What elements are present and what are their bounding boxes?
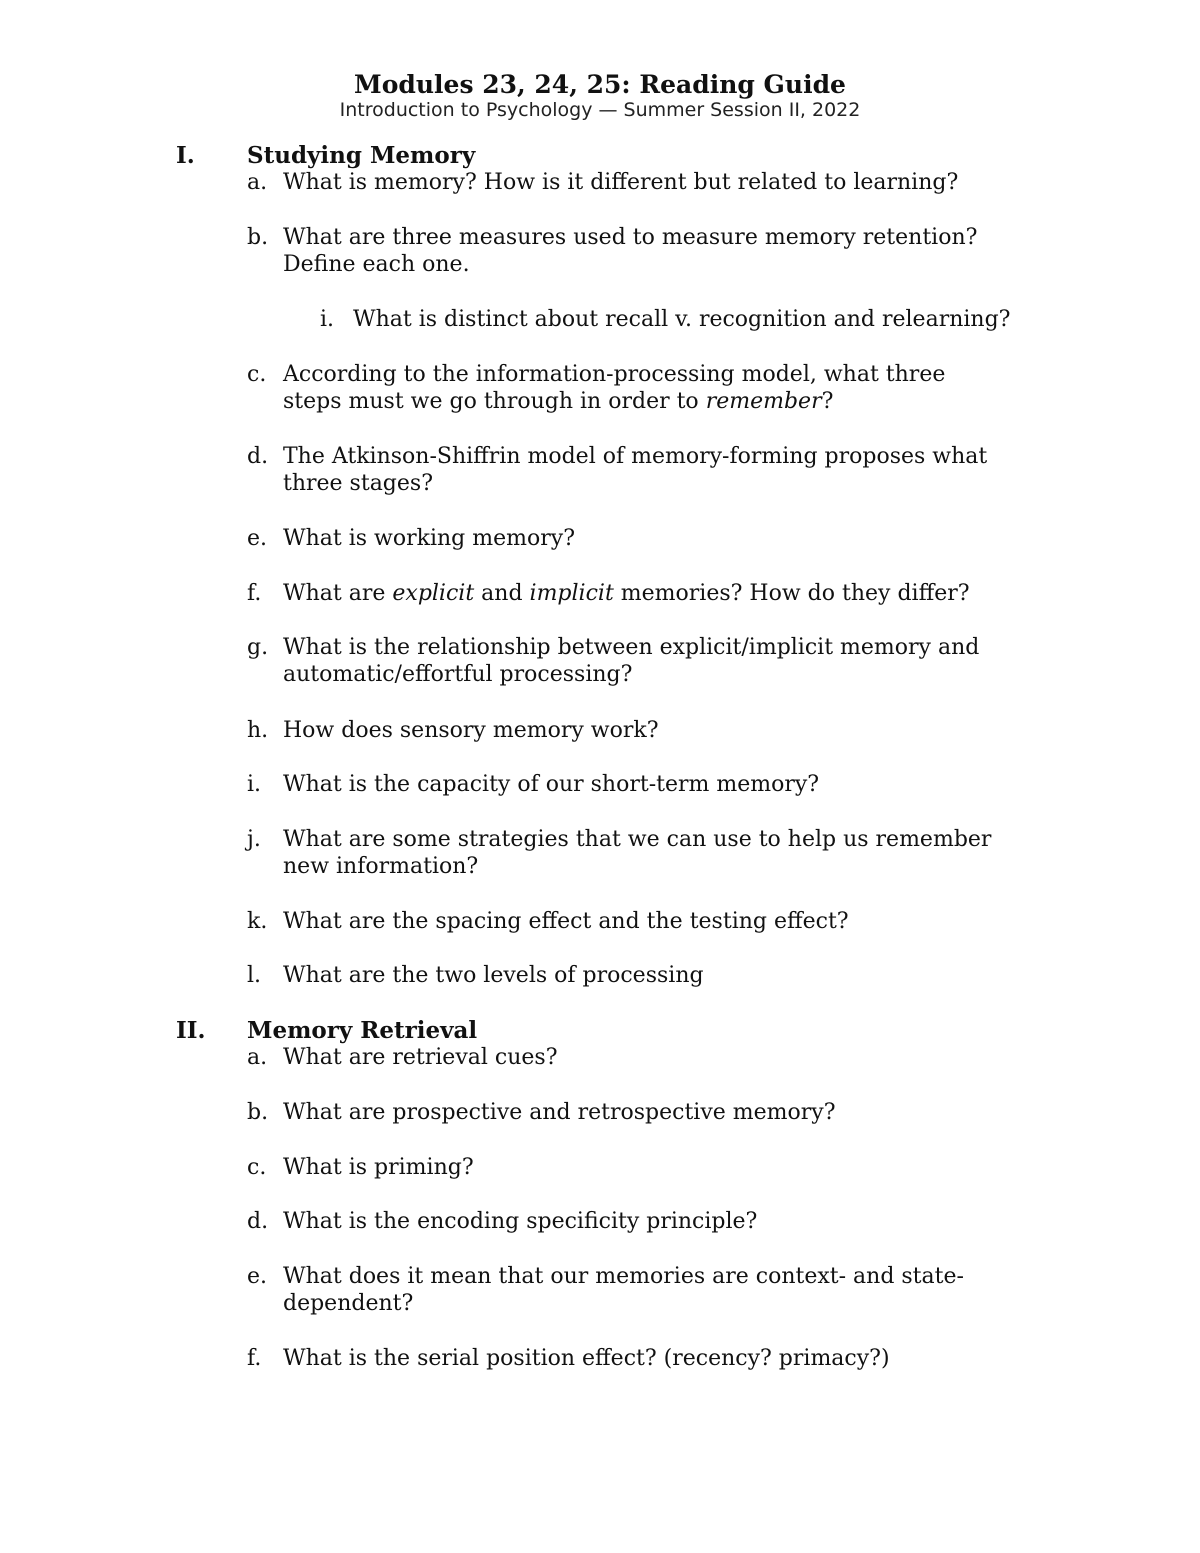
question-text-part: memories? How do they differ?: [613, 581, 970, 606]
section-title: Memory Retrieval: [247, 1017, 478, 1044]
emphasized-word: remember: [705, 389, 822, 414]
emphasized-word: explicit: [392, 581, 475, 606]
question-text: What are three measures used to measure memory retention? Define each one.: [283, 225, 978, 277]
question-text: What are some strategies that we can use to help us remember new information?: [283, 827, 992, 879]
section-title: Studying Memory: [247, 142, 476, 169]
question-text: What is the relationship between explicit/implicit memory and automatic/effortful processing?: [283, 635, 980, 687]
question-text: What does it mean that our memories are context- and state- dependent?: [283, 1264, 964, 1316]
question-text: [283, 361, 1073, 415]
item-letter: k.: [247, 909, 268, 934]
item-letter: d.: [247, 1209, 269, 1234]
item-letter: d.: [247, 444, 269, 469]
question-text: What is memory? How is it different but related to learning?: [283, 170, 959, 195]
document-title: Modules 23, 24, 25: Reading Guide: [354, 70, 846, 99]
question-text-part: What are: [283, 581, 393, 606]
item-letter: f.: [247, 1346, 262, 1371]
question-text-part: ?: [821, 389, 834, 414]
question-text: What are the spacing effect and the testing effect?: [283, 909, 849, 934]
question-text: How does sensory memory work?: [283, 718, 659, 743]
question-text: What is the encoding specificity principle?: [283, 1209, 758, 1234]
item-letter: c.: [247, 362, 267, 387]
question-text: What is the serial position effect? (recency? primacy?): [283, 1346, 890, 1371]
item-letter: b.: [247, 225, 269, 250]
question-text: [283, 580, 1073, 607]
emphasized-word: implicit: [529, 581, 614, 606]
question-text: What are retrieval cues?: [283, 1045, 558, 1070]
item-letter: j.: [247, 827, 261, 852]
item-letter: i.: [247, 772, 262, 797]
item-letter: b.: [247, 1100, 269, 1125]
item-letter: h.: [247, 718, 269, 743]
section-number: I.: [176, 142, 195, 169]
question-text-part: and: [474, 581, 530, 606]
item-letter: a.: [247, 170, 268, 195]
question-text: What is priming?: [283, 1155, 474, 1180]
item-letter: g.: [247, 635, 269, 660]
question-text-part: According to the information-processing model, what three steps must we go through in order to: [283, 362, 946, 414]
sub-item-numeral: i.: [320, 307, 335, 332]
item-letter: e.: [247, 1264, 268, 1289]
document-subtitle: Introduction to Psychology — Summer Session II, 2022: [339, 99, 861, 121]
sub-question-text: What is distinct about recall v. recognition and relearning?: [353, 307, 1011, 332]
section-number: II.: [176, 1017, 206, 1044]
question-text: The Atkinson-Shiffrin model of memory-forming proposes what three stages?: [283, 444, 988, 496]
item-letter: l.: [247, 963, 262, 988]
question-text: What are prospective and retrospective memory?: [283, 1100, 836, 1125]
item-letter: e.: [247, 526, 268, 551]
question-text: What is working memory?: [283, 526, 575, 551]
item-letter: a.: [247, 1045, 268, 1070]
item-letter: f.: [247, 581, 262, 606]
item-letter: c.: [247, 1155, 267, 1180]
question-text: What is the capacity of our short-term memory?: [283, 772, 820, 797]
question-text: What are the two levels of processing: [283, 963, 704, 988]
